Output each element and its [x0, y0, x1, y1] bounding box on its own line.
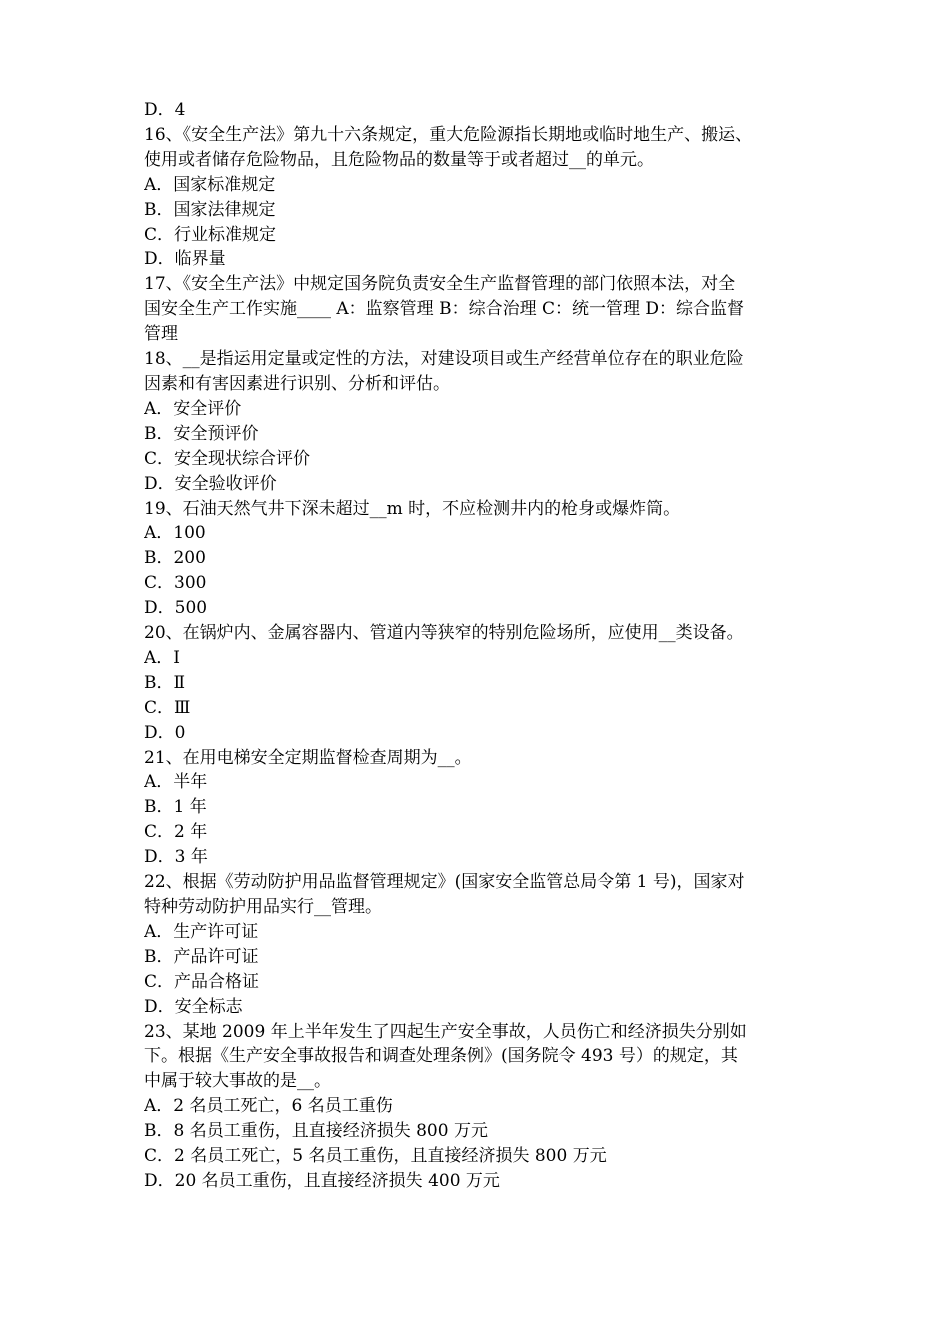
question-16-option-a: A．国家标准规定 — [144, 174, 276, 195]
question-16-line-2: 使用或者储存危险物品，且危险物品的数量等于或者超过__的单元。 — [144, 149, 654, 170]
question-17-line-2: 国安全生产工作实施____ A：监察管理 B：综合治理 C：统一管理 D：综合监督 — [144, 299, 745, 320]
question-21-option-d: D．3 年 — [144, 847, 208, 868]
question-20-option-b: B．Ⅱ — [144, 672, 186, 693]
question-19-option-c: C．300 — [144, 573, 207, 594]
question-16-option-b: B．国家法律规定 — [144, 199, 276, 220]
question-23-line-3: 中属于较大事故的是__。 — [144, 1071, 331, 1092]
question-17-line-3: 管理 — [144, 324, 178, 345]
question-23-line-2: 下。根据《生产安全事故报告和调查处理条例》(国务院令 493 号）的规定，其 — [144, 1046, 738, 1067]
question-22-line-1: 22、根据《劳动防护用品监督管理规定》(国家安全监管总局令第 1 号)，国家对 — [144, 872, 745, 893]
question-22-option-d: D．安全标志 — [144, 996, 243, 1017]
question-19-option-a: A．100 — [144, 523, 206, 544]
question-22-option-c: C．产品合格证 — [144, 971, 260, 992]
question-23-line-1: 23、某地 2009 年上半年发生了四起生产安全事故，人员伤亡和经济损失分别如 — [144, 1021, 747, 1042]
question-17-line-1: 17、《安全生产法》中规定国务院负责安全生产监督管理的部门依照本法，对全 — [144, 274, 736, 295]
question-18-option-d: D．安全验收评价 — [144, 473, 277, 494]
question-23-option-c: C．2 名员工死亡，5 名员工重伤，且直接经济损失 800 万元 — [144, 1146, 607, 1167]
question-20-option-d: D．0 — [144, 722, 186, 743]
question-19-option-d: D．500 — [144, 598, 208, 619]
question-18-option-c: C．安全现状综合评价 — [144, 448, 311, 469]
question-20-line-1: 20、在锅炉内、金属容器内、管道内等狭窄的特别危险场所，应使用__类设备。 — [144, 623, 744, 644]
option-d-line: D．4 — [144, 100, 186, 120]
question-21-line-1: 21、在用电梯安全定期监督检查周期为__。 — [144, 747, 472, 768]
question-23-option-b: B．8 名员工重伤，且直接经济损失 800 万元 — [144, 1121, 488, 1142]
question-16-option-c: C．行业标准规定 — [144, 224, 277, 245]
question-23-option-a: A．2 名员工死亡，6 名员工重伤 — [144, 1096, 393, 1117]
question-19-option-b: B．200 — [144, 548, 206, 569]
question-18-line-1: 18、__是指运用定量或定性的方法，对建设项目或生产经营单位存在的职业危险 — [144, 349, 744, 370]
question-22-option-b: B．产品许可证 — [144, 946, 259, 967]
question-21-option-b: B．1 年 — [144, 797, 207, 818]
question-16-option-d: D．临界量 — [144, 249, 226, 270]
question-21-option-a: A．半年 — [144, 772, 208, 793]
question-19-line-1: 19、石油天然气井下深未超过__m 时，不应检测井内的枪身或爆炸筒。 — [144, 498, 681, 519]
document-body — [144, 98, 808, 1194]
question-18-line-2: 因素和有害因素进行识别、分析和评估。 — [144, 373, 450, 394]
question-20-option-c: C．Ⅲ — [144, 697, 191, 718]
question-23-option-d: D．20 名员工重伤，且直接经济损失 400 万元 — [144, 1170, 500, 1191]
question-18-option-b: B．安全预评价 — [144, 423, 259, 444]
question-22-line-2: 特种劳动防护用品实行__管理。 — [144, 897, 382, 917]
question-22-option-a: A．生产许可证 — [144, 921, 259, 942]
question-16-line-1: 16、《安全生产法》第九十六条规定，重大危险源指长期地或临时地生产、搬运、 — [144, 124, 753, 145]
question-20-option-a: A．Ⅰ — [144, 647, 180, 668]
question-21-option-c: C．2 年 — [144, 822, 208, 843]
question-18-option-a: A．安全评价 — [144, 398, 242, 419]
